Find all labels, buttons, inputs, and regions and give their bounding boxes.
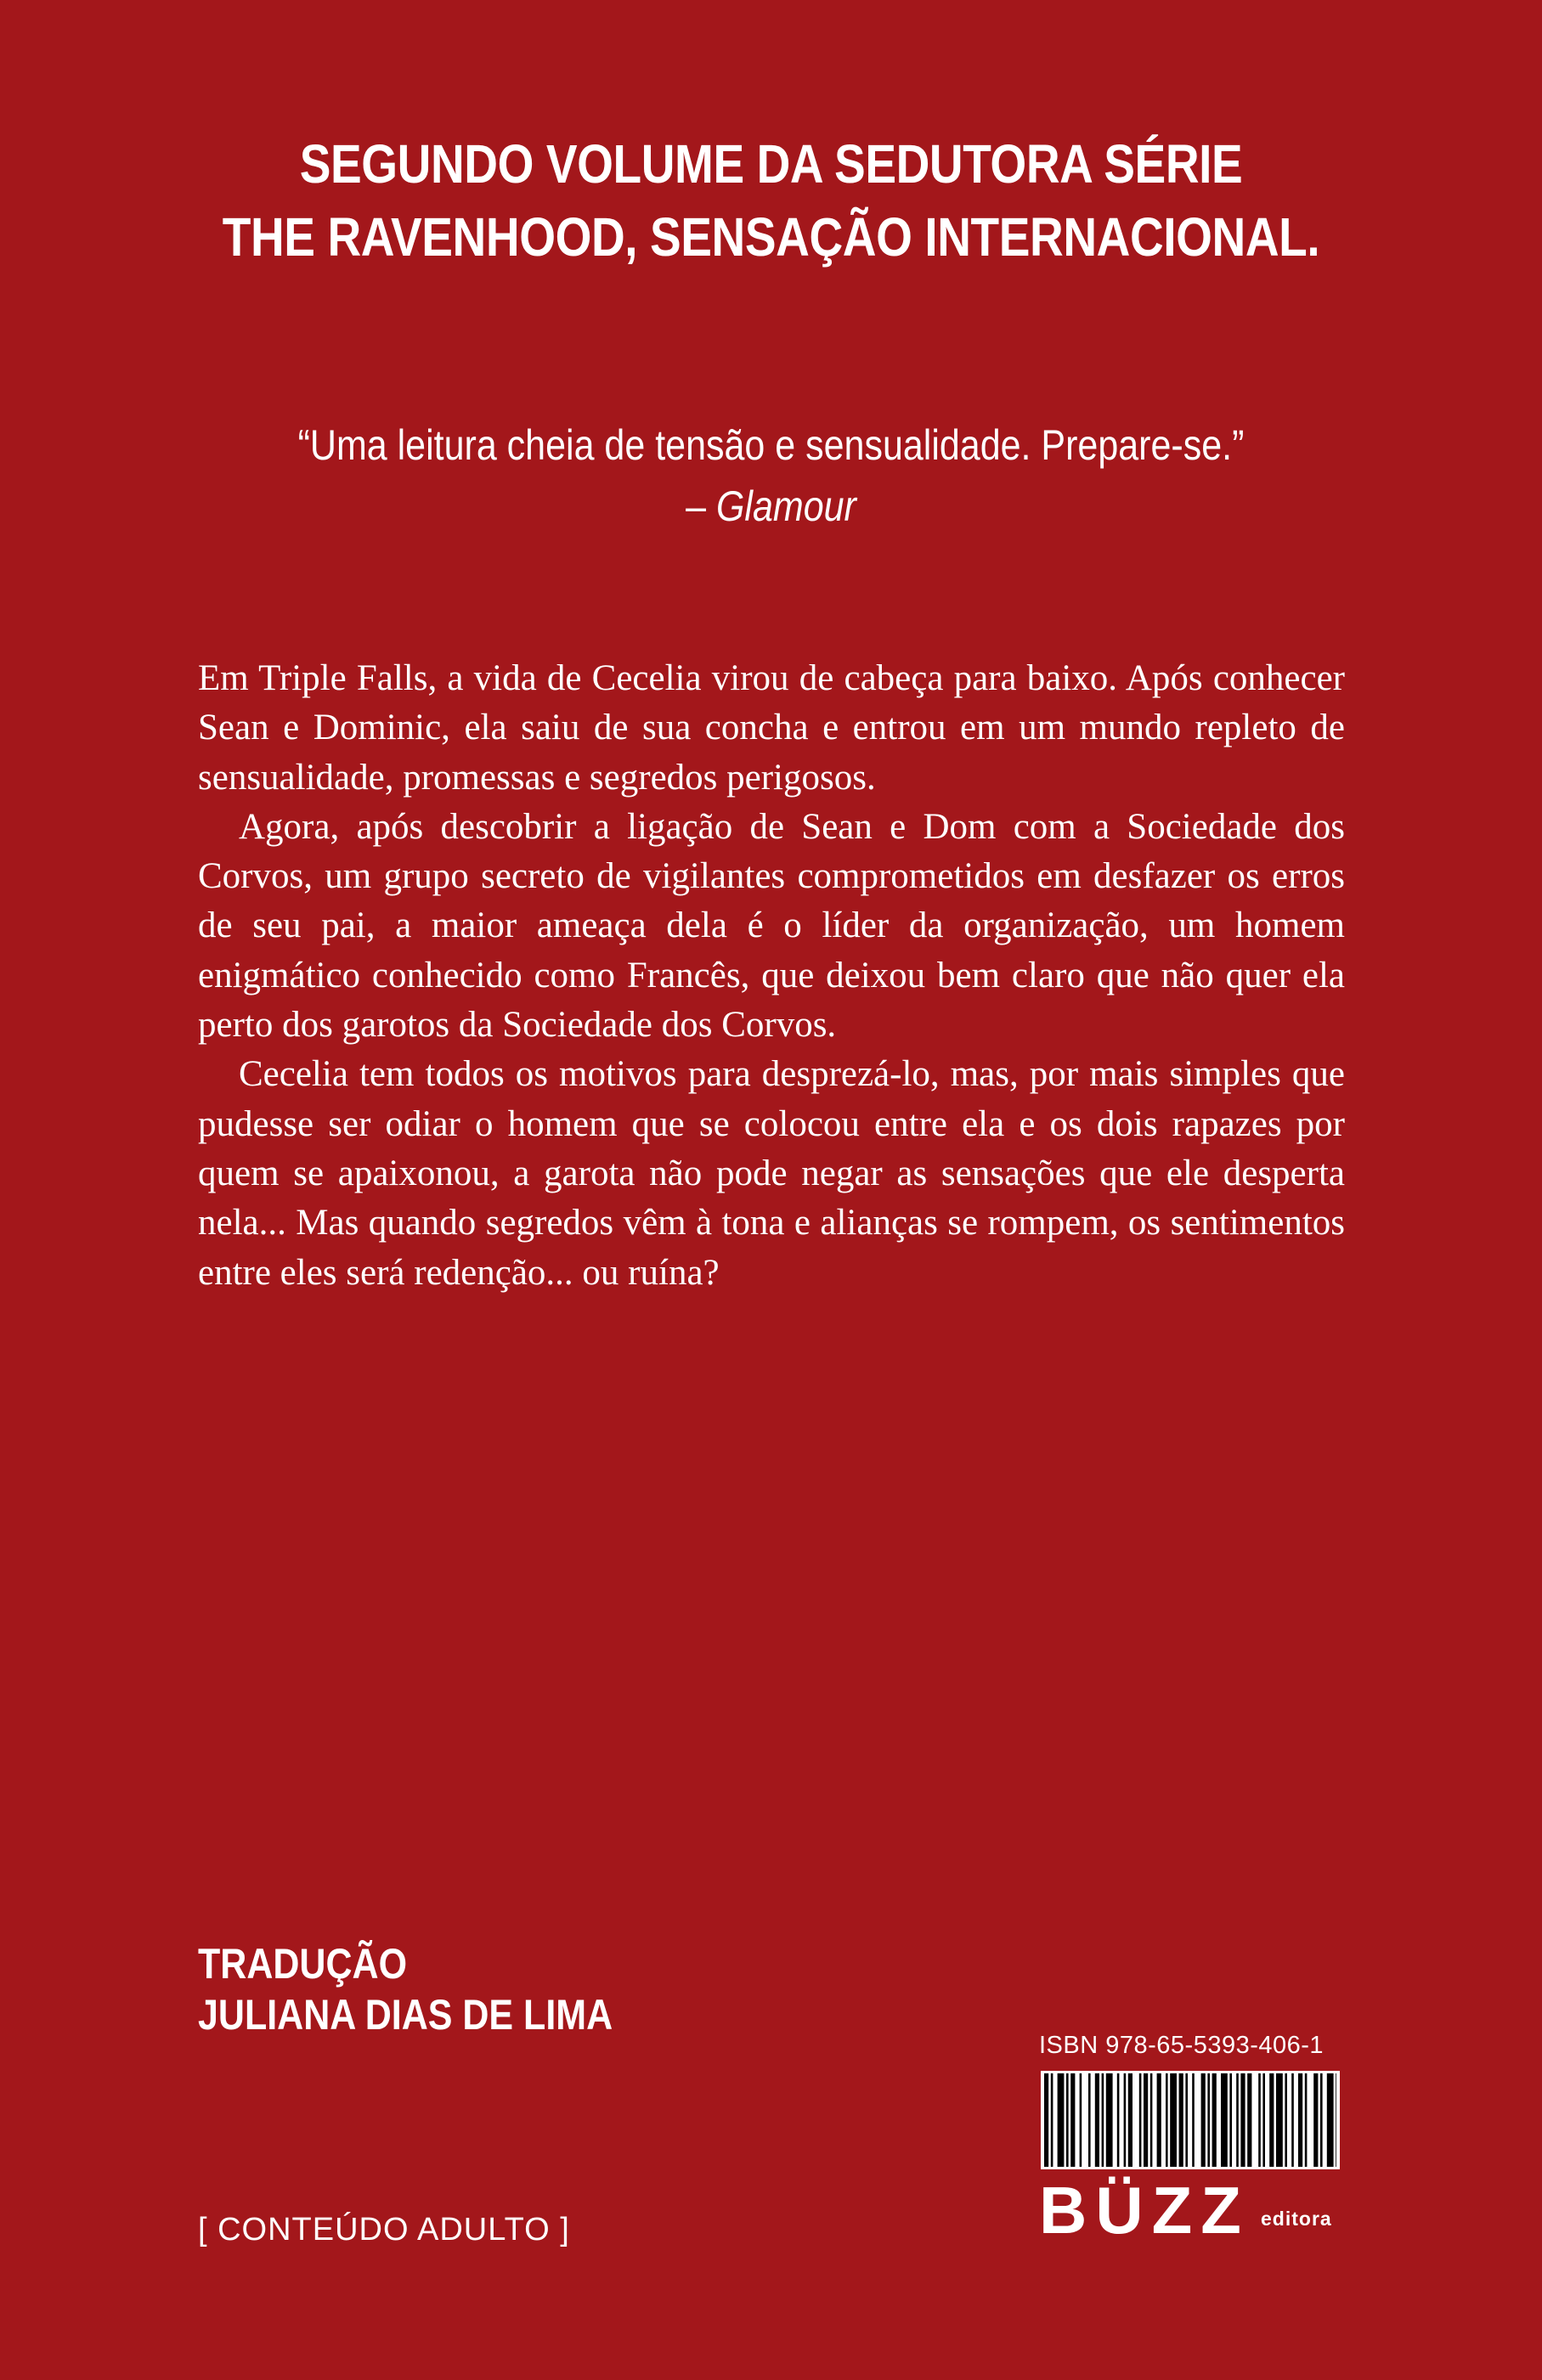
quote-attribution (108, 476, 1434, 537)
publisher-logo (1039, 2173, 1345, 2247)
synopsis-paragraph-3: Cecelia tem todos os motivos para desprezá-lo, mas, por mais simples que pudesse ser odiar o homem que se colocou entre ela e os dois rapazes por quem se apaixonou, a garota não pode negar as sensações que ele desperta nela... Mas quando segredos vêm à tona e alianças se rompem, os sentimentos entre eles será redenção... ou ruína? (198, 1054, 1345, 1293)
translation-label: TRADUÇÃO (198, 1940, 408, 1988)
synopsis (198, 654, 1345, 1298)
publisher-subtitle: editora (1261, 2208, 1332, 2230)
barcode-graphic (1041, 2071, 1340, 2169)
publisher-name: BÜZZ (1039, 2173, 1250, 2247)
headline-line-2: THE RAVENHOOD, SENSAÇÃO INTERNACIONAL. (222, 206, 1320, 268)
quote-dash: – (686, 482, 716, 530)
quote-source: Glamour (715, 482, 856, 530)
translation-credit (198, 1938, 613, 2040)
content-rating: [ CONTEÚDO ADULTO ] (198, 2212, 570, 2247)
synopsis-paragraph-1: Em Triple Falls, a vida de Cecelia virou de cabeça para baixo. Após conhecer Sean e Dominic, ela saiu de sua concha e entrou em um mundo repleto de sensualidade, promessas e segredos perigosos. (198, 658, 1345, 798)
quote-text: “Uma leitura cheia de tensão e sensualidade. Prepare-se.” (297, 421, 1245, 469)
translator-name: JULIANA DIAS DE LIMA (198, 1991, 613, 2039)
review-quote (108, 415, 1434, 537)
synopsis-paragraph-2: Agora, após descobrir a ligação de Sean e Dom com a Sociedade dos Corvos, um grupo secreto de vigilantes comprometidos em desfazer os erros de seu pai, a maior ameaça dela é o líder da organização, um homem enigmático conhecido como Francês, que deixou bem claro que não quer ela perto dos garotos da Sociedade dos Corvos. (198, 806, 1345, 1046)
headline (108, 127, 1434, 274)
barcode (1041, 2071, 1340, 2169)
headline-line-1: SEGUNDO VOLUME DA SEDUTORA SÉRIE (299, 133, 1243, 195)
isbn-number: ISBN 978-65-5393-406-1 (1039, 2032, 1325, 2059)
